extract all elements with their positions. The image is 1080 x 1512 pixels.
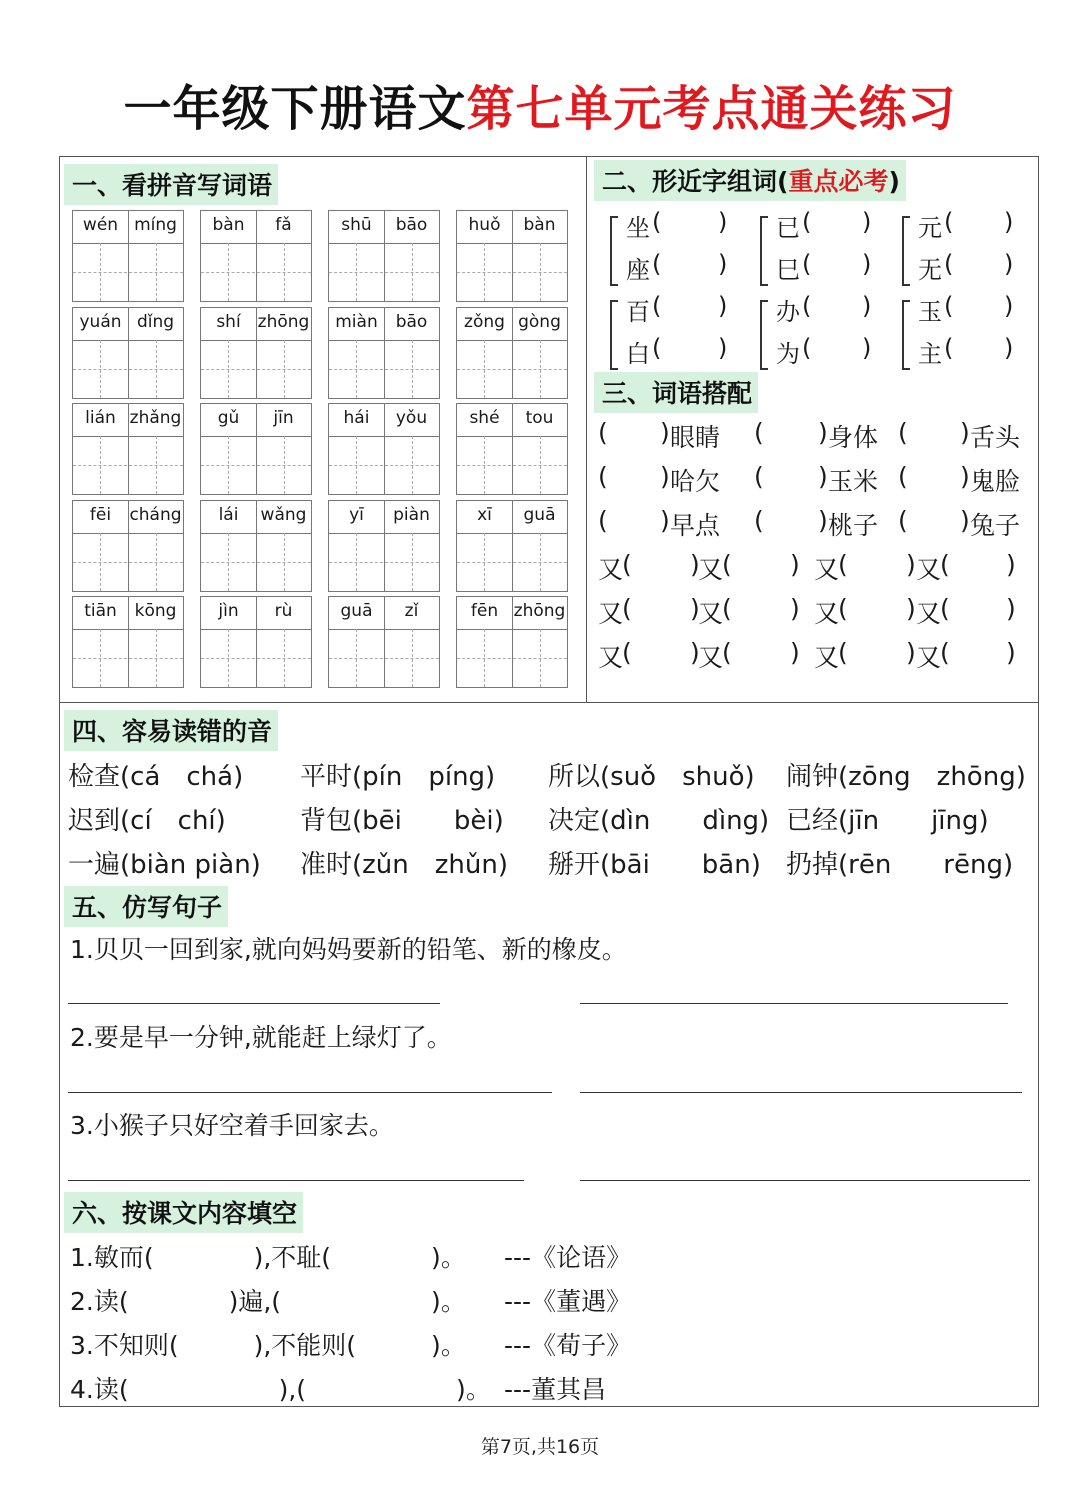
pinyin-text: rù — [274, 601, 293, 621]
guide-line — [100, 436, 101, 494]
pinyin-text: fǎ — [275, 215, 292, 235]
guide-line — [457, 465, 567, 466]
guide-line — [412, 340, 413, 398]
paren-close: ) — [1006, 550, 1016, 579]
guide-line — [484, 243, 485, 301]
paren-open: ( — [754, 462, 764, 491]
writing-cell — [200, 403, 312, 495]
cell-divider — [384, 597, 385, 687]
similar-char: 巳 — [776, 256, 800, 284]
writing-cell — [328, 307, 440, 399]
cell-divider — [128, 308, 129, 398]
pinyin-text: bàn — [523, 215, 556, 235]
writing-cell — [200, 596, 312, 688]
guide-line — [100, 533, 101, 591]
pinyin-text: tiān — [84, 601, 117, 621]
paren-close: ) — [1004, 250, 1014, 278]
paren-close: ) — [718, 208, 728, 236]
sentence-2: 2.要是早一分钟,就能赶上绿灯了。 — [70, 1023, 452, 1052]
fill-item: 4.读( ),( )。 — [70, 1375, 491, 1404]
bracket — [902, 300, 910, 370]
page-footer: 第7页,共16页 — [480, 1436, 600, 1458]
writing-cell — [328, 500, 440, 592]
paren-open: ( — [802, 292, 812, 320]
match-word: 兔子 — [970, 511, 1021, 540]
paren-open: ( — [898, 462, 908, 491]
pinyin-text: lái — [218, 504, 239, 525]
guide-line — [540, 340, 541, 398]
guide-line — [73, 562, 183, 563]
cell-divider — [256, 211, 257, 301]
pronunciation-item: 所以(suǒ shuǒ) — [548, 762, 755, 792]
paren-open: ( — [754, 506, 764, 535]
paren-open: ( — [802, 250, 812, 278]
section-6-heading: 六、按课文内容填空 — [64, 1192, 303, 1233]
paren-close: ) — [690, 550, 700, 579]
pinyin-text: hái — [343, 408, 370, 428]
paren-close: ) — [718, 292, 728, 320]
pronunciation-item: 一遍(biàn piàn) — [68, 850, 261, 880]
you-char: 又 — [698, 599, 724, 628]
similar-char: 已 — [776, 214, 800, 242]
paren-open: ( — [722, 638, 732, 667]
guide-line — [329, 272, 439, 273]
paren-close: ) — [1004, 334, 1014, 362]
paren-open: ( — [838, 594, 848, 623]
guide-line — [457, 272, 567, 273]
paren-close: ) — [790, 638, 800, 667]
guide-line — [457, 369, 567, 370]
cell-divider — [128, 404, 129, 494]
you-char: 又 — [916, 599, 942, 628]
bracket — [610, 216, 618, 286]
pronunciation-item: 闹钟(zōng zhōng) — [786, 762, 1026, 792]
pinyin-text: zhōng — [513, 601, 566, 621]
guide-line — [228, 243, 229, 301]
match-word: 身体 — [828, 423, 879, 452]
pinyin-text: yǒu — [395, 408, 428, 428]
pronunciation-item: 已经(jīn jīng) — [786, 806, 989, 836]
pinyin-text: gǔ — [217, 408, 240, 428]
guide-line — [356, 243, 357, 301]
writing-cell — [72, 210, 184, 302]
paren-open: ( — [754, 418, 764, 447]
pinyin-text: xī — [477, 504, 492, 525]
section-3-heading: 三、词语搭配 — [594, 372, 758, 413]
guide-line — [156, 533, 157, 591]
pinyin-text: guā — [340, 601, 373, 621]
pronunciation-item: 决定(dìn dìng) — [548, 806, 770, 836]
paren-open: ( — [652, 208, 662, 236]
paren-open: ( — [898, 506, 908, 535]
paren-open: ( — [898, 418, 908, 447]
guide-line — [73, 272, 183, 273]
writing-cell — [456, 210, 568, 302]
guide-line — [412, 533, 413, 591]
fill-item: 2.读( )遍,( )。 — [70, 1287, 466, 1316]
guide-line — [201, 465, 311, 466]
guide-line — [284, 436, 285, 494]
similar-char: 主 — [918, 340, 942, 368]
similar-char: 无 — [918, 256, 942, 284]
guide-line — [228, 340, 229, 398]
guide-line — [356, 340, 357, 398]
guide-line — [457, 658, 567, 659]
guide-line — [412, 243, 413, 301]
guide-line — [412, 436, 413, 494]
guide-line — [228, 629, 229, 687]
cell-divider — [128, 597, 129, 687]
pronunciation-item: 背包(bēi bèi) — [300, 806, 504, 836]
paren-close: ) — [660, 506, 670, 535]
cell-divider — [256, 501, 257, 591]
pinyin-text: wén — [82, 215, 119, 235]
guide-line — [73, 658, 183, 659]
paren-close: ) — [690, 638, 700, 667]
pronunciation-item: 检查(cá chá) — [68, 762, 244, 792]
match-word: 鬼脸 — [970, 467, 1021, 496]
paren-close: ) — [862, 292, 872, 320]
cell-divider — [512, 308, 513, 398]
guide-line — [540, 436, 541, 494]
answer-line — [68, 1092, 552, 1093]
paren-close: ) — [718, 334, 728, 362]
pronunciation-item: 迟到(cí chí) — [68, 806, 226, 836]
match-word: 哈欠 — [670, 467, 721, 496]
similar-char: 百 — [626, 298, 650, 326]
paren-open: ( — [802, 208, 812, 236]
paren-open: ( — [622, 638, 632, 667]
guide-line — [356, 533, 357, 591]
writing-cell — [72, 307, 184, 399]
pronunciation-item: 掰开(bāi bān) — [548, 850, 761, 880]
guide-line — [100, 243, 101, 301]
writing-cell — [72, 596, 184, 688]
match-word: 桃子 — [828, 511, 879, 540]
pinyin-text: bāo — [395, 311, 428, 332]
fill-source: ---《董遇》 — [504, 1287, 632, 1316]
similar-char: 白 — [626, 340, 650, 368]
pinyin-text: yuán — [79, 311, 122, 332]
guide-line — [228, 436, 229, 494]
cell-divider — [512, 501, 513, 591]
guide-line — [540, 243, 541, 301]
writing-cell — [328, 403, 440, 495]
cell-divider — [256, 597, 257, 687]
paren-close: ) — [660, 462, 670, 491]
pinyin-text: huǒ — [468, 215, 501, 235]
guide-line — [329, 369, 439, 370]
paren-open: ( — [940, 638, 950, 667]
match-word: 早点 — [670, 511, 721, 540]
paren-open: ( — [652, 292, 662, 320]
answer-line — [580, 1180, 1030, 1181]
paren-open: ( — [722, 550, 732, 579]
guide-line — [329, 658, 439, 659]
paren-open: ( — [944, 208, 954, 236]
guide-line — [284, 243, 285, 301]
cell-divider — [256, 404, 257, 494]
section-divider — [59, 702, 1039, 703]
guide-line — [73, 465, 183, 466]
similar-char: 元 — [918, 214, 942, 242]
pinyin-text: bàn — [212, 215, 245, 235]
cell-divider — [384, 308, 385, 398]
guide-line — [329, 465, 439, 466]
guide-line — [540, 629, 541, 687]
paren-close: ) — [1006, 594, 1016, 623]
paren-close: ) — [1004, 292, 1014, 320]
sentence-1: 1.贝贝一回到家,就向妈妈要新的铅笔、新的橡皮。 — [70, 935, 627, 964]
paren-close: ) — [818, 462, 828, 491]
guide-line — [73, 369, 183, 370]
paren-close: ) — [862, 250, 872, 278]
pinyin-text: míng — [134, 215, 177, 235]
paren-open: ( — [622, 594, 632, 623]
paren-close: ) — [960, 462, 970, 491]
pinyin-text: dǐng — [136, 311, 175, 332]
paren-close: ) — [960, 506, 970, 535]
cell-divider — [384, 211, 385, 301]
fill-source: ---《荀子》 — [504, 1331, 632, 1360]
pinyin-text: lián — [85, 408, 116, 428]
paren-open: ( — [838, 550, 848, 579]
writing-cell — [72, 500, 184, 592]
page-title: 一年级下册语文第七单元考点通关练习 — [123, 81, 957, 137]
pinyin-text: shé — [469, 408, 500, 428]
writing-cell — [456, 500, 568, 592]
cell-divider — [384, 501, 385, 591]
writing-cell — [456, 596, 568, 688]
paren-open: ( — [722, 594, 732, 623]
cell-divider — [128, 211, 129, 301]
fill-source: ---《论语》 — [504, 1243, 632, 1272]
paren-close: ) — [818, 506, 828, 535]
guide-line — [484, 533, 485, 591]
pinyin-text: tou — [525, 408, 554, 428]
paren-close: ) — [690, 594, 700, 623]
match-word: 眼睛 — [670, 423, 721, 452]
section-4-heading: 四、容易读错的音 — [64, 710, 278, 751]
paren-open: ( — [802, 334, 812, 362]
guide-line — [356, 436, 357, 494]
similar-char: 坐 — [626, 214, 650, 242]
similar-char: 座 — [626, 256, 650, 284]
bracket — [760, 300, 768, 370]
paren-close: ) — [960, 418, 970, 447]
writing-cell — [200, 210, 312, 302]
guide-line — [156, 436, 157, 494]
pinyin-text: wǎng — [260, 504, 307, 525]
writing-cell — [456, 403, 568, 495]
section-5-heading: 五、仿写句子 — [64, 886, 228, 927]
pinyin-text: shū — [341, 215, 372, 235]
guide-line — [156, 340, 157, 398]
writing-cell — [456, 307, 568, 399]
fill-item: 3.不知则( ),不能则( )。 — [70, 1331, 466, 1360]
guide-line — [201, 658, 311, 659]
pronunciation-item: 准时(zǔn zhǔn) — [300, 850, 508, 880]
answer-line — [68, 1180, 524, 1181]
guide-line — [484, 629, 485, 687]
fill-item: 1.敏而( ),不耻( )。 — [70, 1243, 466, 1272]
guide-line — [201, 369, 311, 370]
paren-close: ) — [1006, 638, 1016, 667]
guide-line — [201, 562, 311, 563]
similar-char: 玉 — [918, 298, 942, 326]
paren-close: ) — [1004, 208, 1014, 236]
paren-open: ( — [652, 250, 662, 278]
guide-line — [329, 562, 439, 563]
you-char: 又 — [598, 643, 624, 672]
paren-close: ) — [862, 208, 872, 236]
pinyin-text: piàn — [393, 504, 430, 525]
paren-close: ) — [660, 418, 670, 447]
match-word: 玉米 — [828, 467, 879, 496]
writing-cell — [328, 210, 440, 302]
guide-line — [484, 436, 485, 494]
pinyin-text: zhǎng — [129, 408, 182, 428]
match-word: 舌头 — [970, 423, 1021, 452]
guide-line — [484, 340, 485, 398]
paren-open: ( — [944, 250, 954, 278]
bracket — [902, 216, 910, 286]
section-2-heading: 二、形近字组词(重点必考) — [594, 160, 906, 201]
paren-open: ( — [944, 292, 954, 320]
guide-line — [100, 340, 101, 398]
pinyin-text: gòng — [518, 311, 561, 332]
pinyin-text: bāo — [395, 215, 428, 235]
you-char: 又 — [698, 555, 724, 584]
sentence-3: 3.小猴子只好空着手回家去。 — [70, 1111, 394, 1140]
guide-line — [540, 533, 541, 591]
paren-open: ( — [622, 550, 632, 579]
paren-close: ) — [906, 638, 916, 667]
pinyin-text: shí — [216, 311, 241, 332]
paren-open: ( — [940, 594, 950, 623]
guide-line — [284, 340, 285, 398]
paren-open: ( — [598, 506, 608, 535]
you-char: 又 — [598, 599, 624, 628]
bracket — [610, 300, 618, 370]
paren-close: ) — [906, 594, 916, 623]
section-1-heading: 一、看拼音写词语 — [64, 164, 278, 205]
guide-line — [100, 629, 101, 687]
you-char: 又 — [814, 643, 840, 672]
pinyin-text: zhōng — [257, 311, 310, 332]
guide-line — [457, 562, 567, 563]
bracket — [760, 216, 768, 286]
guide-line — [356, 629, 357, 687]
paren-close: ) — [862, 334, 872, 362]
pinyin-text: fēi — [89, 504, 112, 525]
pinyin-text: guā — [523, 504, 556, 525]
you-char: 又 — [814, 555, 840, 584]
pinyin-text: kōng — [134, 601, 177, 621]
writing-cell — [328, 596, 440, 688]
paren-open: ( — [944, 334, 954, 362]
guide-line — [284, 629, 285, 687]
paren-open: ( — [598, 418, 608, 447]
similar-char: 为 — [776, 340, 800, 368]
guide-line — [201, 272, 311, 273]
cell-divider — [512, 597, 513, 687]
pinyin-text: miàn — [335, 311, 378, 332]
cell-divider — [384, 404, 385, 494]
similar-char: 办 — [776, 298, 800, 326]
paren-open: ( — [652, 334, 662, 362]
pinyin-text: fēn — [470, 601, 499, 621]
you-char: 又 — [598, 555, 624, 584]
guide-line — [156, 243, 157, 301]
paren-open: ( — [838, 638, 848, 667]
pinyin-text: jīn — [273, 408, 294, 428]
paren-close: ) — [906, 550, 916, 579]
fill-source: ---董其昌 — [504, 1375, 607, 1404]
writing-cell — [200, 307, 312, 399]
you-char: 又 — [698, 643, 724, 672]
pinyin-text: zǐ — [404, 601, 419, 621]
answer-line — [580, 1092, 1022, 1093]
you-char: 又 — [916, 555, 942, 584]
pinyin-text: yī — [349, 504, 364, 525]
you-char: 又 — [814, 599, 840, 628]
pinyin-text: jìn — [218, 601, 239, 621]
paren-open: ( — [598, 462, 608, 491]
cell-divider — [256, 308, 257, 398]
guide-line — [156, 629, 157, 687]
cell-divider — [512, 211, 513, 301]
answer-line — [580, 1003, 1008, 1004]
paren-close: ) — [790, 550, 800, 579]
writing-cell — [200, 500, 312, 592]
pinyin-text: cháng — [129, 504, 182, 525]
pronunciation-item: 扔掉(rēn rēng) — [786, 850, 1014, 880]
you-char: 又 — [916, 643, 942, 672]
guide-line — [412, 629, 413, 687]
paren-open: ( — [940, 550, 950, 579]
paren-close: ) — [718, 250, 728, 278]
guide-line — [284, 533, 285, 591]
guide-line — [228, 533, 229, 591]
paren-close: ) — [790, 594, 800, 623]
pronunciation-item: 平时(pín píng) — [300, 762, 496, 792]
answer-line — [68, 1003, 440, 1004]
paren-close: ) — [818, 418, 828, 447]
column-divider — [586, 156, 587, 702]
cell-divider — [512, 404, 513, 494]
writing-cell — [72, 403, 184, 495]
cell-divider — [128, 501, 129, 591]
pinyin-text: zǒng — [464, 311, 505, 332]
